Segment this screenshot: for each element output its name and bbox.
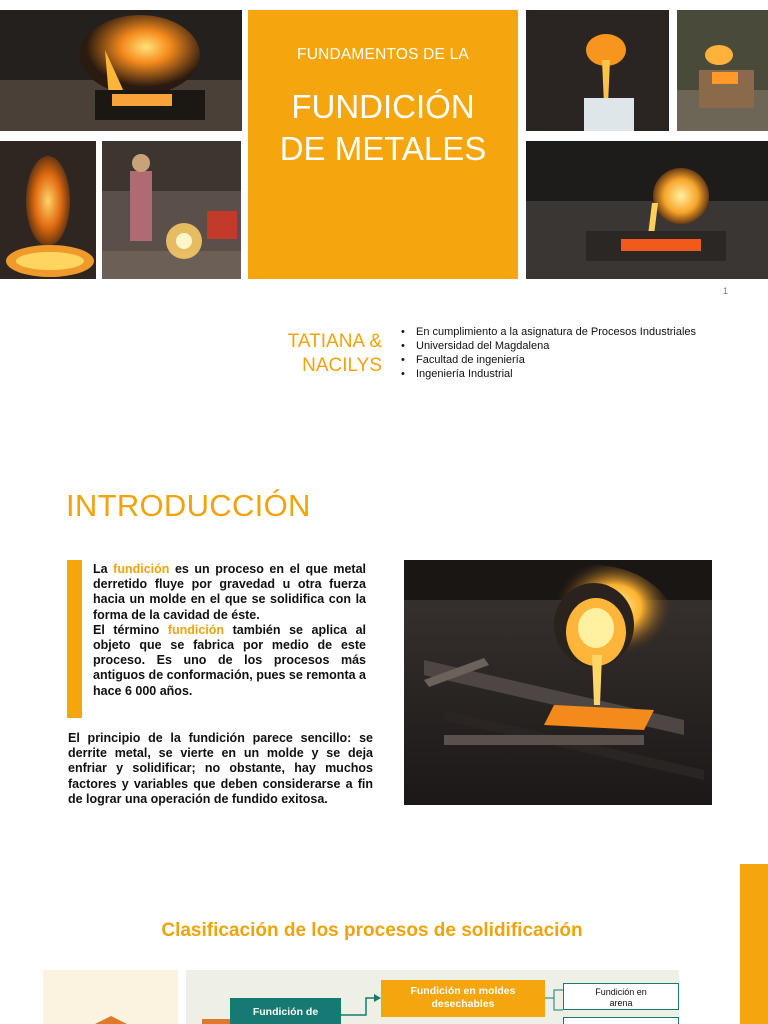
bullet-icon: • xyxy=(401,354,405,366)
accent-side-tab xyxy=(740,864,768,1024)
photo-furnace-ladle xyxy=(0,141,96,279)
cover-title-line-2: DE METALES xyxy=(279,130,487,167)
diagram-node-next xyxy=(563,1017,679,1024)
diagram-node-sand-casting xyxy=(563,983,679,1010)
bullet-text: Ingeniería Industrial xyxy=(416,368,513,380)
photo-mold-pour xyxy=(526,141,768,279)
info-bullet-list xyxy=(401,325,696,381)
photo-pour-into-block xyxy=(526,10,669,131)
diagram-node-expendable-molds xyxy=(381,980,545,1017)
bullet-icon: • xyxy=(401,340,405,352)
diagram-node-root: Fundición de xyxy=(230,998,341,1024)
photo-crucible-pour xyxy=(0,10,242,131)
highlight-term: fundición xyxy=(167,622,225,637)
house-icon xyxy=(43,970,178,1024)
highlight-term: fundición xyxy=(113,562,170,576)
intro-paragraph-2: El principio de la fundición parece sencillo: se derrite metal, se vierte en un molde y se deja enfriar y solidificar; no obstante, hay muchos factores y variables que deben considerarse a fin de lograr una operación de fundido exitosa. xyxy=(68,731,373,806)
photo-foundry-pour-large xyxy=(404,560,712,805)
list-item xyxy=(401,325,696,339)
author-line-1: TATIANA & xyxy=(287,331,382,352)
node-label-line-2: arena xyxy=(609,998,633,1008)
bullet-icon: • xyxy=(401,326,405,338)
list-item xyxy=(401,339,696,353)
cover-title-line-1: FUNDICIÓN xyxy=(291,88,475,125)
text-span: también se aplica al objeto que se fabrica por medio de este proceso. Es uno de los procesos más antiguos de conformación, pues se remonta a hace 6 000 años. xyxy=(93,622,366,698)
cover-title xyxy=(248,86,518,170)
node-label-line-1: Fundición en moldes xyxy=(410,985,516,997)
bullet-text: Universidad del Magdalena xyxy=(416,340,550,352)
diagram-left-panel xyxy=(43,970,178,1024)
bullet-text: En cumplimiento a la asignatura de Procesos Industriales xyxy=(416,326,697,338)
photo-small-crucible xyxy=(677,10,768,131)
accent-bar xyxy=(67,560,82,718)
photo-worker-sparks xyxy=(102,141,241,279)
bullet-icon: • xyxy=(401,368,405,380)
list-item xyxy=(401,353,696,367)
list-item xyxy=(401,367,696,381)
text-span: El término xyxy=(93,622,168,637)
cover-pretitle: FUNDAMENTOS DE LA xyxy=(297,46,469,63)
slide-number: 1 xyxy=(723,286,729,296)
bullet-text: Facultad de ingeniería xyxy=(416,354,525,366)
intro-paragraph-1 xyxy=(93,562,366,699)
classification-title: Clasificación de los procesos de solidificación xyxy=(161,920,583,941)
intro-heading: INTRODUCCIÓN xyxy=(66,488,311,523)
author-line-2: NACILYS xyxy=(302,355,382,376)
text-span: es un proceso en el que metal derretido fluye por gravedad u otra fuerza hacia un molde en el que se solidifica con la forma de la cavidad de éste. xyxy=(93,562,366,622)
authors-names xyxy=(262,330,382,378)
node-label-line-1: Fundición en xyxy=(595,987,647,997)
cover-title-box xyxy=(248,10,518,279)
text-span: La xyxy=(93,562,114,576)
node-label-line-2: desechables xyxy=(431,997,495,1010)
